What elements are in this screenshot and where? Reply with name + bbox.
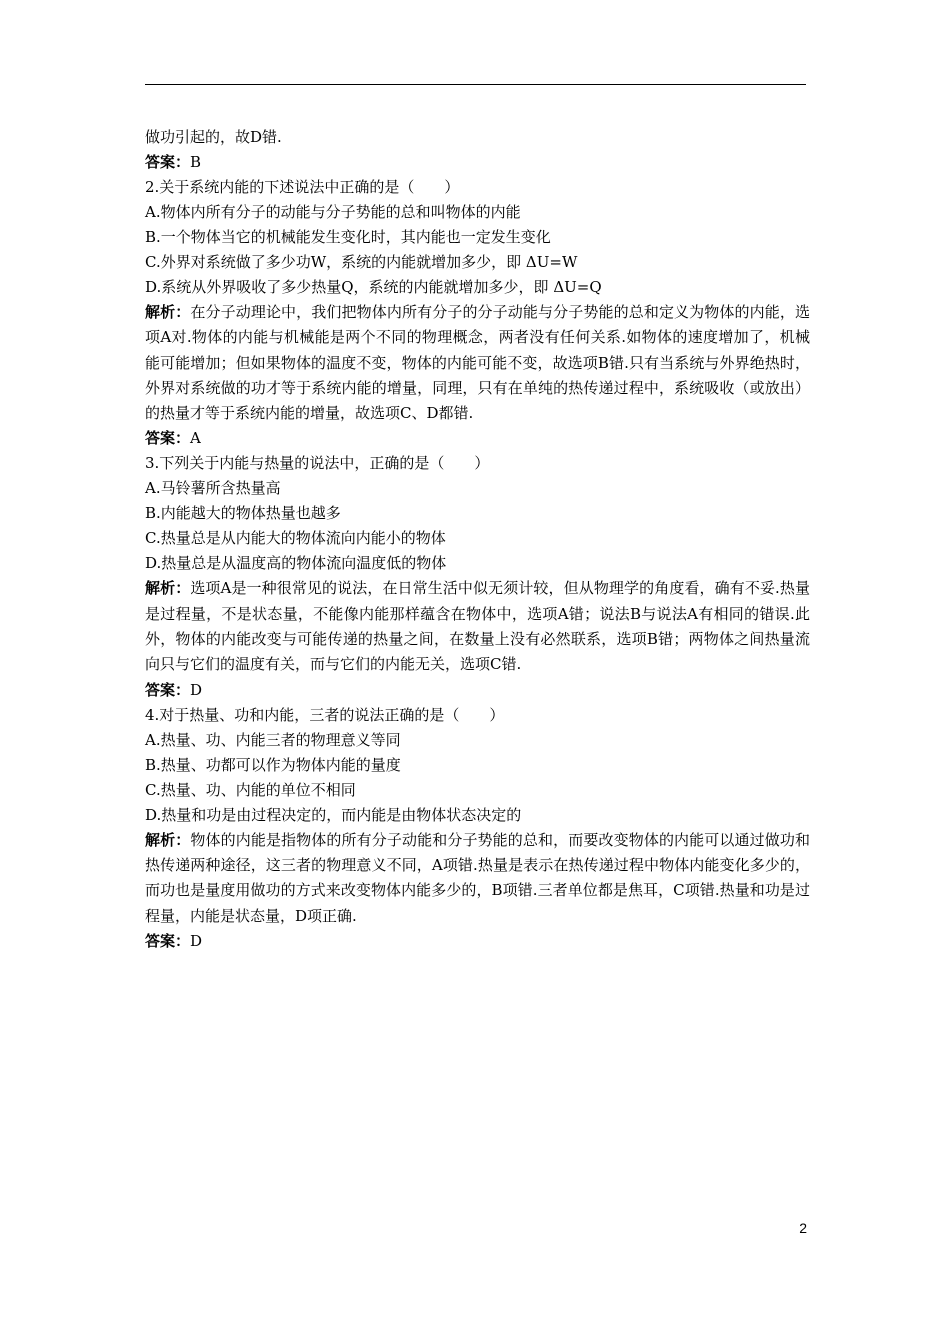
analysis-text: 物体的内能是指物体的所有分子动能和分子势能的总和，而要改变物体的内能可以通过做功和热传递两种途径，这三者的物理意义不同，A项错.热量是表示在热传递过程中物体内能变化多少的，而功也是量度用做功的方式来改变物体内能多少的，B项错.三者单位都是焦耳，C项错.热量和功是过程量，内能是状态量，D项正确. xyxy=(145,830,810,925)
option-b: B.内能越大的物体热量也越多 xyxy=(145,504,341,523)
question-stem: 2.关于系统内能的下述说法中正确的是（ ） xyxy=(145,178,460,196)
document-body xyxy=(145,125,810,954)
option-a: A.热量、功、内能三者的物理意义等同 xyxy=(145,730,401,749)
answer-label: 答案： xyxy=(145,153,191,171)
answer-line xyxy=(145,426,810,451)
answer-line-q1 xyxy=(145,150,810,175)
analysis-label: 解析： xyxy=(145,303,191,321)
continuation-line: 做功引起的，故D错. xyxy=(145,128,282,146)
option-c: C.外界对系统做了多少功W，系统的内能就增加多少，即 ΔU=W xyxy=(145,253,578,271)
analysis-label: 解析： xyxy=(145,830,191,849)
option-c: C.热量、功、内能的单位不相同 xyxy=(145,780,356,799)
answer-value: D xyxy=(190,680,203,699)
option-d: D.热量和功是由过程决定的，而内能是由物体状态决定的 xyxy=(145,805,522,824)
header-rule xyxy=(145,84,806,85)
option-b: B.一个物体当它的机械能发生变化时，其内能也一定发生变化 xyxy=(145,228,551,246)
answer-line xyxy=(145,678,810,703)
option-d: D.系统从外界吸收了多少热量Q，系统的内能就增加多少，即 ΔU=Q xyxy=(145,278,602,296)
question-stem: 3.下列关于内能与热量的说法中，正确的是（ ） xyxy=(145,454,490,473)
option-a: A.马铃薯所含热量高 xyxy=(145,479,281,498)
option-b: B.热量、功都可以作为物体内能的量度 xyxy=(145,755,401,774)
analysis-paragraph xyxy=(145,300,810,426)
page-number: 2 xyxy=(799,1220,807,1236)
analysis-text: 选项A是一种很常见的说法，在日常生活中似无须计较，但从物理学的角度看，确有不妥.热量是过程量，不是状态量，不能像内能那样蕴含在物体中，选项A错；说法B与说法A有相同的错误.此外，物体的内能改变与可能传递的热量之间，在数量上没有必然联系，选项B错；两物体之间热量流向只与它们的温度有关，而与它们的内能无关，选项C错. xyxy=(145,579,810,674)
answer-value: A xyxy=(190,429,201,448)
answer-label: 答案： xyxy=(145,931,191,950)
answer-value: D xyxy=(190,931,203,950)
analysis-label: 解析： xyxy=(145,579,191,598)
analysis-paragraph xyxy=(145,576,810,677)
answer-line xyxy=(145,929,810,954)
answer-label: 答案： xyxy=(145,680,191,699)
answer-label: 答案： xyxy=(145,429,191,448)
question-stem: 4.对于热量、功和内能，三者的说法正确的是（ ） xyxy=(145,705,505,724)
answer-value: B xyxy=(190,153,202,171)
option-c: C.热量总是从内能大的物体流向内能小的物体 xyxy=(145,529,446,548)
analysis-text: 在分子动理论中，我们把物体内所有分子的分子动能与分子势能的总和定义为物体的内能，选项A对.物体的内能与机械能是两个不同的物理概念，两者没有任何关系.如物体的速度增加了，机械能可能增加；但如果物体的温度不变，物体的内能可能不变，故选项B错.只有当系统与外界绝热时，外界对系统做的功才等于系统内能的增量，同理，只有在单纯的热传递过程中，系统吸收（或放出）的热量才等于系统内能的增量，故选项C、D都错. xyxy=(145,303,810,423)
analysis-paragraph xyxy=(145,828,810,929)
option-d: D.热量总是从温度高的物体流向温度低的物体 xyxy=(145,554,447,573)
option-a: A.物体内所有分子的动能与分子势能的总和叫物体的内能 xyxy=(145,203,521,221)
